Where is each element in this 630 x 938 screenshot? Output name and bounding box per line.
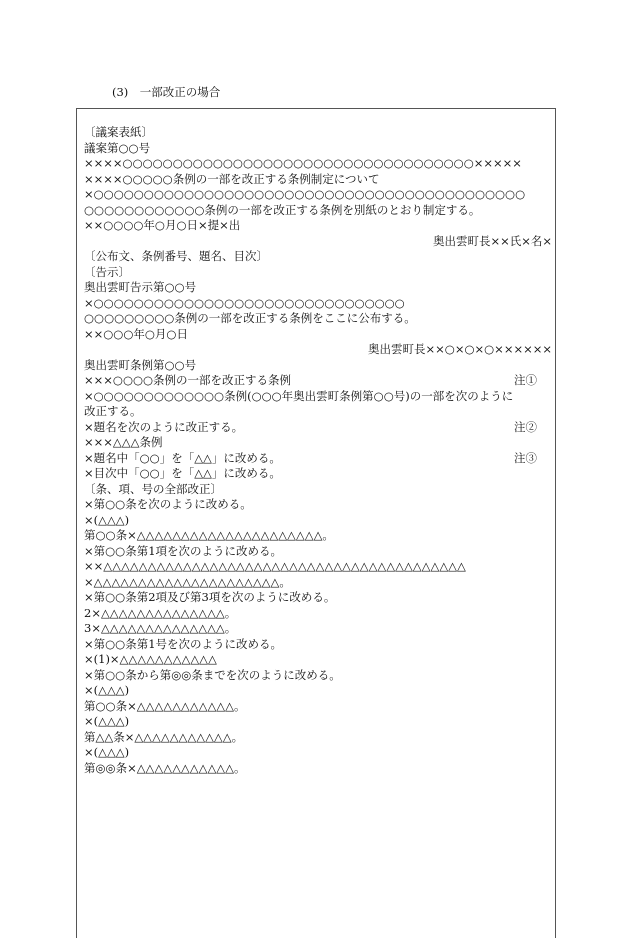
- document-line: ×○○○○○○○○○○○○○条例(○○○年奥出雲町条例第○○号)の一部を次のように: [84, 388, 514, 403]
- document-line: 第△△条×△△△△△△△△△△△。: [84, 729, 244, 744]
- document-line: 第◎◎条×△△△△△△△△△△△。: [84, 760, 246, 775]
- document-line: 2×△△△△△△△△△△△△△△。: [84, 605, 237, 620]
- document-line: 奥出雲町告示第○○号: [84, 280, 197, 294]
- document-line: ○○○○○○○○○条例の一部を改正する条例をここに公布する。: [84, 311, 416, 325]
- document-line: ×××△△△条例: [84, 435, 163, 449]
- document-line: 議案第○○号: [84, 140, 151, 155]
- document-line: 奥出雲町長××氏×名×: [432, 233, 552, 248]
- document-line: ××××○○○○○条例の一部を改正する条例制定について: [84, 171, 380, 186]
- document-line: ×第○○条を次のように改める。: [84, 497, 252, 511]
- document-line: ××○○○○年○月○日×提×出: [84, 218, 241, 232]
- section-heading: (3) 一部改正の場合: [112, 85, 221, 99]
- document-line: 〔告示〕: [84, 264, 130, 279]
- document-line: 奥出雲町長××○×○×○××××××: [368, 342, 552, 356]
- document-line: ×(△△△): [84, 714, 130, 728]
- document-line: ×(1)×△△△△△△△△△△△: [84, 652, 217, 666]
- note-marker: 注②: [514, 419, 537, 434]
- note-marker: 注③: [514, 450, 537, 465]
- document-line: ×(△△△): [84, 512, 130, 527]
- document-line: ×××○○○○条例の一部を改正する条例: [84, 373, 292, 387]
- document-line: ○○○○○○○○○○○○条例の一部を改正する条例を別紙のとおり制定する。: [84, 202, 481, 217]
- document-line: ×○○○○○○○○○○○○○○○○○○○○○○○○○○○○○○○○○○○○○○○○○○○: [84, 187, 526, 201]
- document-line: ××△△△△△△△△△△△△△△△△△△△△△△△△△△△△△△△△△△△△△△△△△: [84, 559, 466, 573]
- document-line: 第○○条×△△△△△△△△△△△△△△△△△△△△△。: [84, 528, 334, 542]
- note-marker: 注①: [514, 373, 537, 387]
- document-line: ×(△△△): [84, 745, 130, 759]
- document-line: 〔公布文、条例番号、題名、目次〕: [84, 249, 268, 263]
- document-line: ×第○○条第2項及び第3項を次のように改める。: [84, 590, 336, 604]
- document-line: ×目次中「○○」を「△△」に改める。: [84, 466, 281, 480]
- document-line: ×第○○条から第◎◎条までを次のように改める。: [84, 667, 341, 682]
- document-line: 〔条、項、号の全部改正〕: [84, 481, 222, 496]
- document-line: 第○○条×△△△△△△△△△△△。: [84, 698, 246, 713]
- document-line: ×第○○条第1項を次のように改める。: [84, 543, 283, 558]
- document-line: 〔議案表紙〕: [84, 125, 153, 139]
- document-line: 改正する。: [84, 404, 142, 418]
- document-line: ×題名中「○○」を「△△」に改める。: [84, 450, 281, 465]
- document-line: 奥出雲町条例第○○号: [84, 357, 197, 372]
- document-line: ×(△△△): [84, 683, 130, 697]
- document-line: ×第○○条第1号を次のように改める。: [84, 636, 283, 651]
- document-line: ××○○○年○月○日: [84, 326, 188, 341]
- document-line: ×題名を次のように改正する。: [84, 419, 244, 434]
- document-line: ××××○○○○○○○○○○○○○○○○○○○○○○○○○○○○○○○○○○○×××××: [84, 156, 522, 170]
- document-line: 3×△△△△△△△△△△△△△△。: [84, 621, 237, 635]
- document-line: ×△△△△△△△△△△△△△△△△△△△△△。: [84, 574, 291, 589]
- document-line: ×○○○○○○○○○○○○○○○○○○○○○○○○○○○○○○○: [84, 295, 405, 310]
